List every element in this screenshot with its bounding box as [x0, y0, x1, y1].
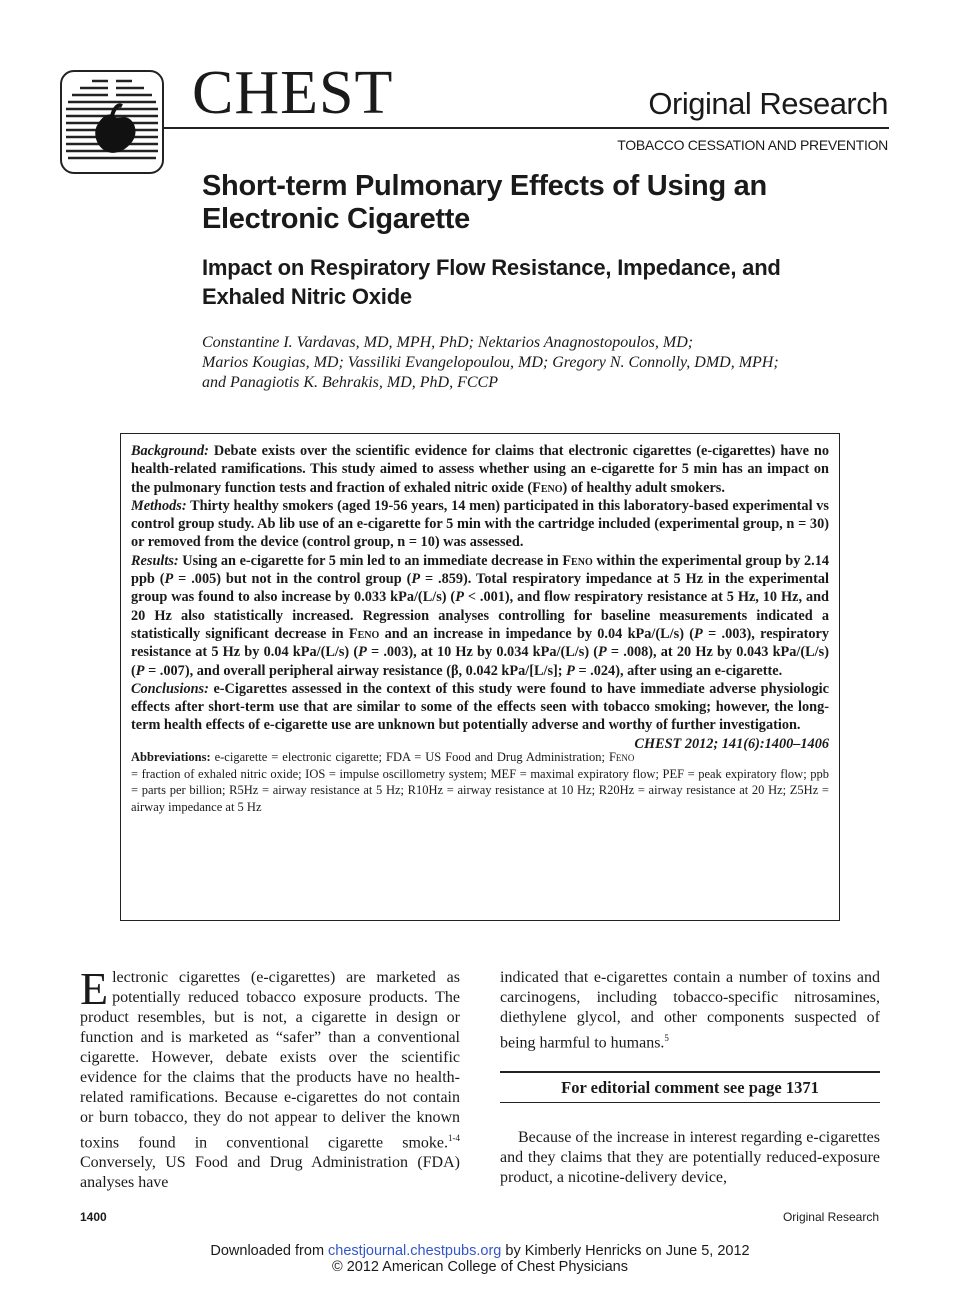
journal-citation: CHEST 2012; 141(6):1400–1406	[634, 735, 829, 752]
abstract-background: Background: Debate exists over the scientific evidence for claims that electronic cigarettes (e-cigarettes) have no health-related ramifications. This study aimed to assess whether using an e-cigarette for 5 min has an impact on the pulmonary function tests and fraction of exhaled nitric oxide (Feno) of healthy adult smokers.	[131, 443, 829, 496]
author-list	[202, 333, 852, 393]
abstract-methods: Methods: Thirty healthy smokers (aged 19-56 years, 14 men) participated in this laboratory-based experimental vs control group study. Ab lib use of an e-cigarette for 5 min with the cartridge included (experimental group, n = 30) or removed from the device (control group, n = 10) was assessed.	[131, 497, 829, 551]
section-label: TOBACCO CESSATION AND PREVENTION	[617, 137, 888, 153]
editorial-comment-box[interactable]: For editorial comment see page 1371	[500, 1071, 880, 1103]
reference-marker[interactable]: 5	[664, 1033, 669, 1043]
article-subtitle: Impact on Respiratory Flow Resistance, Impedance, and Exhaled Nitric Oxide	[202, 255, 781, 309]
header-rule	[164, 127, 889, 129]
journal-name: CHEST	[192, 59, 394, 127]
article-type: Original Research	[648, 86, 888, 121]
body-column-right-continued	[500, 1128, 880, 1188]
lungs-heart-logo-icon	[62, 72, 162, 172]
copyright-notice: © 2012 American College of Chest Physicians	[331, 1259, 628, 1275]
article-title: Short-term Pulmonary Effects of Using an Electronic Cigarette	[202, 170, 767, 235]
body-paragraph: Because of the increase in interest regarding e-cigarettes and they claims that they are potentially reduced-exposure product, a nicotine-delivery device,	[500, 1129, 880, 1186]
download-notice: Downloaded from chestjournal.chestpubs.org by Kimberly Henricks on June 5, 2012	[210, 1243, 750, 1259]
author-line: Constantine I. Vardavas, MD, MPH, PhD; Nektarios Anagnostopoulos, MD;	[202, 334, 694, 351]
abbreviations: Abbreviations: e-cigarette = electronic cigarette; FDA = US Food and Drug Administration; Feno = fraction of exhaled nitric oxide; IOS = impulse oscillometry system; MEF = maximal expiratory flow; PEF = peak expiratory flow; ppb = parts per billion; R5Hz = airway resistance at 5 Hz; R10Hz = airway resistance at 10 Hz; R20Hz = airway resistance at 20 Hz; Z5Hz = airway impedance at 5 Hz	[131, 749, 829, 815]
footer-section-label: Original Research	[782, 1210, 879, 1224]
author-line: and Panagiotis K. Behrakis, MD, PhD, FCCP	[202, 374, 498, 391]
body-column-right: indicated that e-cigarettes contain a number of toxins and carcinogens, including tobacco-specific nitrosamines, diethylene glycol, and other components suspected of being harmful to humans.$^5$	[500, 969, 880, 1052]
abstract-results: Results: Using an e-cigarette for 5 min led to an immediate decrease in Feno within the experimental group by 2.14 ppb (P = .005) but not in the control group (P = .859). Total respiratory impedance at 5 Hz in the experimental group was found to also increase by 0.033 kPa/(L/s) (P < .001), and flow respiratory resistance at 5 Hz, 10 Hz, and 20 Hz also statistically increased. Regression analyses controlling for baseline measurements indicated a statistically significant decrease in Feno and an increase in impedance by 0.04 kPa/(L/s) (P = .003), respiratory resistance at 5 Hz by 0.04 kPa/(L/s) (P = .003), at 10 Hz by 0.034 kPa/(L/s) (P = .008), at 20 Hz by 0.043 kPa/(L/s) (P = .007), and overall peripheral airway resistance (β, 0.042 kPa/[L/s]; P = .024), after using an e-cigarette.	[131, 552, 829, 679]
chest-logo	[60, 70, 164, 174]
author-line: Marios Kougias, MD; Vassiliki Evangelopoulou, MD; Gregory N. Connolly, DMD, MPH;	[202, 354, 779, 371]
body-column-left: Electronic cigarettes (e-cigarettes) are marketed as potentially reduced tobacco exposure products. The product resembles, but is not, a cigarette in design or function and is marketed as “safer” than a conventional cigarette. However, debate exists over the scientific evidence for the claims that the products have no health-related ramifications. Because e-cigarettes do not contain or burn tobacco, they do not appear to deliver the known toxins found in conventional cigarette smoke.$^{1-4}$ Conversely, US Food and Drug Administration (FDA) analyses have	[80, 963, 460, 1192]
journal-link[interactable]: chestjournal.chestpubs.org	[328, 1243, 502, 1259]
reference-marker[interactable]: 1-4	[448, 1133, 460, 1143]
drop-cap: E	[80, 963, 109, 1014]
abstract-conclusions: Conclusions: e-Cigarettes assessed in the context of this study were found to have immediate adverse physiologic effects after short-term use that are similar to some of the effects seen with tobacco smoking; however, the long-term health effects of e-cigarette use are unknown but potentially adverse and worthy of further investigation. CHEST 2012; 141(6):1400–1406	[131, 680, 829, 752]
abstract-box	[120, 433, 840, 921]
page-number: 1400	[80, 1210, 107, 1224]
